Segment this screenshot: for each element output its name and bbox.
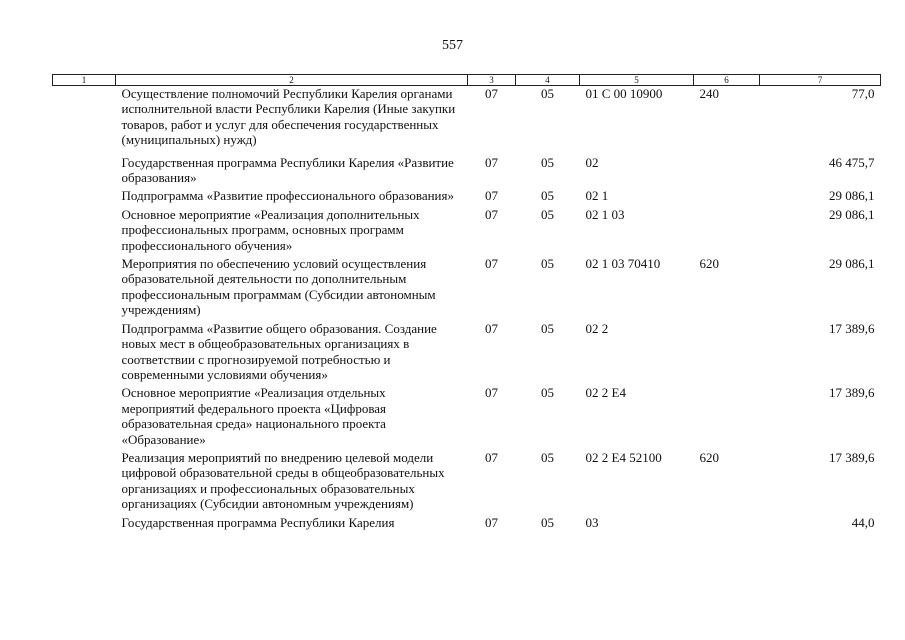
table-row	[53, 207, 881, 256]
table-row	[53, 256, 881, 321]
cell-empty	[53, 151, 116, 189]
column-header: 7	[760, 75, 881, 86]
column-header: 5	[580, 75, 694, 86]
cell-target: 01 С 00 10900	[585, 86, 663, 101]
cell-name: Реализация мероприятий по внедрению целевой модели цифровой образовательной среды в общеобразовательных организациях и профессиональных образовательных организациях (Субсидии автономным учреждениям)	[121, 449, 445, 512]
cell-section: 07	[485, 320, 498, 336]
cell-section: 07	[485, 86, 498, 101]
cell-target: 02 2	[585, 320, 609, 336]
cell-empty	[53, 321, 116, 386]
cell-amount: 29 086,1	[829, 206, 875, 222]
cell-amount: 29 086,1	[829, 188, 875, 204]
cell-target: 02 1 03 70410	[585, 256, 661, 272]
cell-amount: 44,0	[851, 514, 875, 530]
column-header: 2	[116, 75, 468, 86]
cell-name: Государственная программа Республики Карелия «Развитие образования»	[121, 154, 454, 186]
cell-target: 02 1	[585, 188, 609, 204]
cell-empty	[53, 515, 116, 533]
cell-expense: 620	[699, 256, 719, 272]
cell-name: Основное мероприятие «Реализация отдельных мероприятий федерального проекта «Цифровая образовательная среда» национального проекта «Образование»	[121, 385, 387, 447]
cell-amount: 17 389,6	[829, 320, 875, 336]
column-header: 4	[516, 75, 580, 86]
cell-section: 07	[485, 188, 498, 204]
cell-target: 03	[585, 514, 599, 530]
cell-name: Мероприятия по обеспечению условий осуществления образовательной деятельности по дополнительным профессиональным программам (Субсидии автономным учреждениям)	[121, 256, 436, 318]
cell-subsection: 05	[541, 154, 554, 170]
cell-name: Подпрограмма «Развитие профессионального образования»	[121, 188, 454, 204]
cell-amount: 77,0	[851, 86, 875, 101]
column-header: 1	[53, 75, 116, 86]
table-row	[53, 450, 881, 515]
cell-subsection: 05	[541, 86, 554, 101]
cell-name: Осуществление полномочий Республики Карелия органами исполнительной власти Республики Карелия (Иные закупки товаров, работ и услуг для обеспечения государственных (муниципальных) нужд)	[121, 86, 456, 148]
table-row	[53, 188, 881, 206]
budget-table	[52, 74, 881, 533]
cell-empty	[53, 450, 116, 515]
cell-subsection: 05	[541, 385, 554, 401]
cell-expense	[694, 188, 760, 206]
cell-amount: 17 389,6	[829, 385, 875, 401]
cell-section: 07	[485, 449, 498, 465]
cell-subsection: 05	[541, 188, 554, 204]
cell-empty	[53, 385, 116, 450]
column-header: 3	[468, 75, 516, 86]
cell-subsection: 05	[541, 514, 554, 530]
cell-expense	[694, 321, 760, 386]
cell-empty	[53, 86, 116, 151]
cell-expense	[694, 151, 760, 189]
table-row	[53, 385, 881, 450]
cell-amount: 29 086,1	[829, 256, 875, 272]
cell-subsection: 05	[541, 449, 554, 465]
table-row	[53, 151, 881, 189]
cell-expense: 240	[699, 86, 719, 101]
cell-expense: 620	[699, 449, 719, 465]
column-header: 6	[694, 75, 760, 86]
page-number: 557	[442, 38, 463, 53]
cell-target: 02 2 Е4 52100	[585, 449, 662, 465]
cell-amount: 17 389,6	[829, 449, 875, 465]
cell-amount: 46 475,7	[829, 154, 875, 170]
cell-expense	[694, 385, 760, 450]
table-row	[53, 515, 881, 533]
cell-section: 07	[485, 154, 498, 170]
cell-expense	[694, 515, 760, 533]
cell-empty	[53, 207, 116, 256]
cell-subsection: 05	[541, 206, 554, 222]
cell-subsection: 05	[541, 256, 554, 272]
cell-empty	[53, 256, 116, 321]
cell-name: Основное мероприятие «Реализация дополнительных профессиональных программ, основных программ профессионального обучения»	[121, 206, 420, 253]
cell-section: 07	[485, 256, 498, 272]
column-number-header	[53, 75, 881, 86]
cell-name: Государственная программа Республики Карелия	[121, 514, 395, 530]
cell-name: Подпрограмма «Развитие общего образования. Создание новых мест в общеобразовательных организациях в соответствии с прогнозируемой потребностью и современными условиями обучения»	[121, 320, 437, 382]
cell-target: 02 1 03	[585, 206, 625, 222]
cell-section: 07	[485, 206, 498, 222]
cell-section: 07	[485, 514, 498, 530]
cell-subsection: 05	[541, 320, 554, 336]
cell-expense	[694, 207, 760, 256]
cell-empty	[53, 188, 116, 206]
table-row	[53, 86, 881, 151]
cell-target: 02 2 Е4	[585, 385, 626, 401]
cell-target: 02	[585, 154, 599, 170]
table-row	[53, 321, 881, 386]
cell-section: 07	[485, 385, 498, 401]
